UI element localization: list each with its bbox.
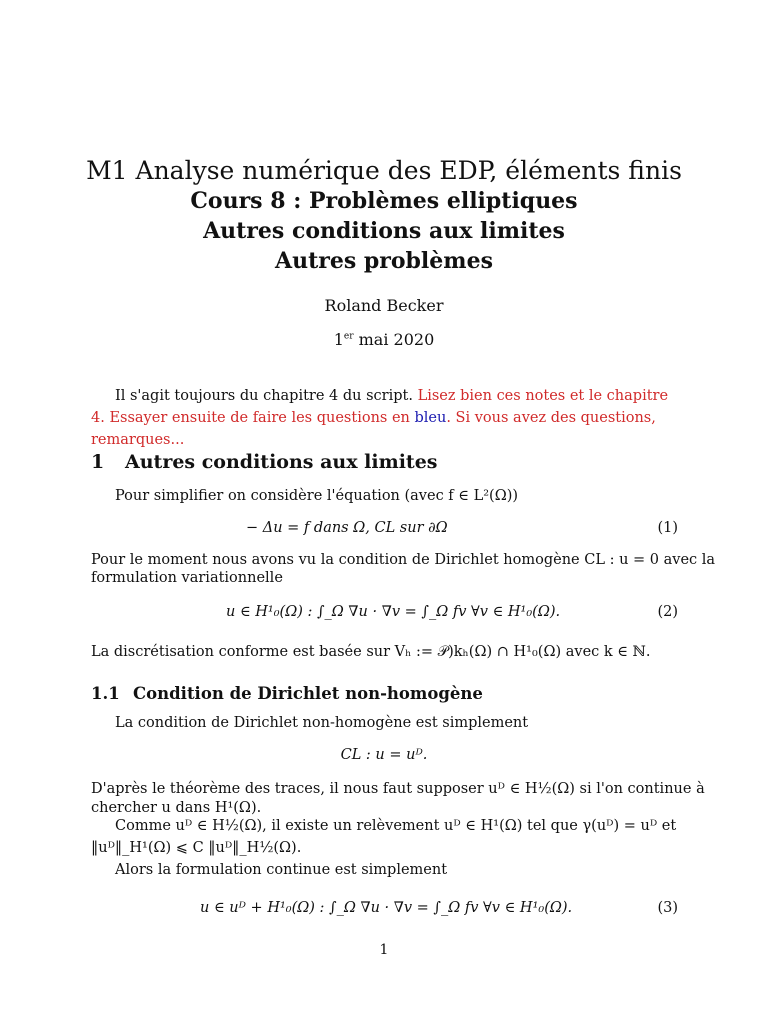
- subsection-number: 1.1: [91, 684, 120, 703]
- subsection-heading: [91, 684, 483, 703]
- paragraph-3: La discrétisation conforme est basée sur Vₕ := 𝒫)kₕ(Ω) ∩ H¹₀(Ω) avec k ∈ ℕ.: [91, 644, 651, 660]
- paragraph-5-line-5: Alors la formulation continue est simplement: [115, 862, 448, 878]
- intro-paragraph: [91, 385, 681, 451]
- section-title: Autres conditions aux limites: [125, 451, 438, 473]
- lecture-subtitle-1: Autres conditions aux limites: [203, 218, 565, 244]
- equation-2: u ∈ H¹₀(Ω) : ∫_Ω ∇u · ∇v = ∫_Ω fv ∀v ∈ H¹₀(Ω).: [226, 604, 561, 620]
- author: Roland Becker: [324, 296, 444, 315]
- equation-2-number: (2): [657, 604, 678, 620]
- lecture-subtitle-2: Autres problèmes: [275, 248, 493, 274]
- lecture-title: Cours 8 : Problèmes elliptiques: [190, 188, 578, 214]
- equation-3: u ∈ uᴰ + H¹₀(Ω) : ∫_Ω ∇u · ∇v = ∫_Ω fv ∀v ∈ H¹₀(Ω).: [200, 900, 573, 916]
- equation-1-number: (1): [657, 520, 678, 536]
- date-day: 1: [333, 330, 344, 349]
- section-heading: [91, 451, 437, 473]
- paragraph-4: La condition de Dirichlet non-homogène est simplement: [115, 715, 529, 731]
- intro-black: Il s'agit toujours du chapitre 4 du script.: [115, 388, 418, 404]
- equation-1: − Δu = f dans Ω, CL sur ∂Ω: [246, 520, 448, 536]
- page-number: 1: [379, 942, 389, 958]
- paragraph-2-line-2: formulation variationnelle: [91, 570, 283, 586]
- date-rest: mai 2020: [353, 330, 435, 349]
- paragraph-1: Pour simplifier on considère l'équation (avec f ∈ L²(Ω)): [115, 488, 519, 504]
- paragraph-5-line-4: ‖uᴰ‖_H¹(Ω) ⩽ C ‖uᴰ‖_H½(Ω).: [91, 840, 302, 856]
- paragraph-2-line-1: Pour le moment nous avons vu la condition de Dirichlet homogène CL : u = 0 avec la: [91, 552, 716, 568]
- equation-cl: CL : u = uᴰ.: [340, 747, 428, 763]
- intro-red-1: Lisez bien ces notes et le chapitre 4. Essayer ensuite de faire les questions en: [91, 388, 669, 426]
- paragraph-5-line-3: Comme uᴰ ∈ H½(Ω), il existe un relèvement uᴰ ∈ H¹(Ω) tel que γ(uᴰ) = uᴰ et: [115, 818, 677, 834]
- intro-red-2: . Si vous avez des questions, remarques...: [91, 410, 656, 448]
- intro-blue: bleu: [414, 410, 447, 426]
- equation-3-number: (3): [657, 900, 678, 916]
- course-title: M1 Analyse numérique des EDP, éléments finis: [86, 156, 682, 185]
- subsection-title: Condition de Dirichlet non-homogène: [133, 684, 483, 703]
- paragraph-5-line-1: D'après le théorème des traces, il nous faut supposer uᴰ ∈ H½(Ω) si l'on continue à: [91, 781, 705, 797]
- date-sup: er: [343, 331, 354, 342]
- date: [0, 330, 768, 349]
- section-number: 1: [91, 451, 105, 473]
- paragraph-5-line-2: chercher u dans H¹(Ω).: [91, 800, 262, 816]
